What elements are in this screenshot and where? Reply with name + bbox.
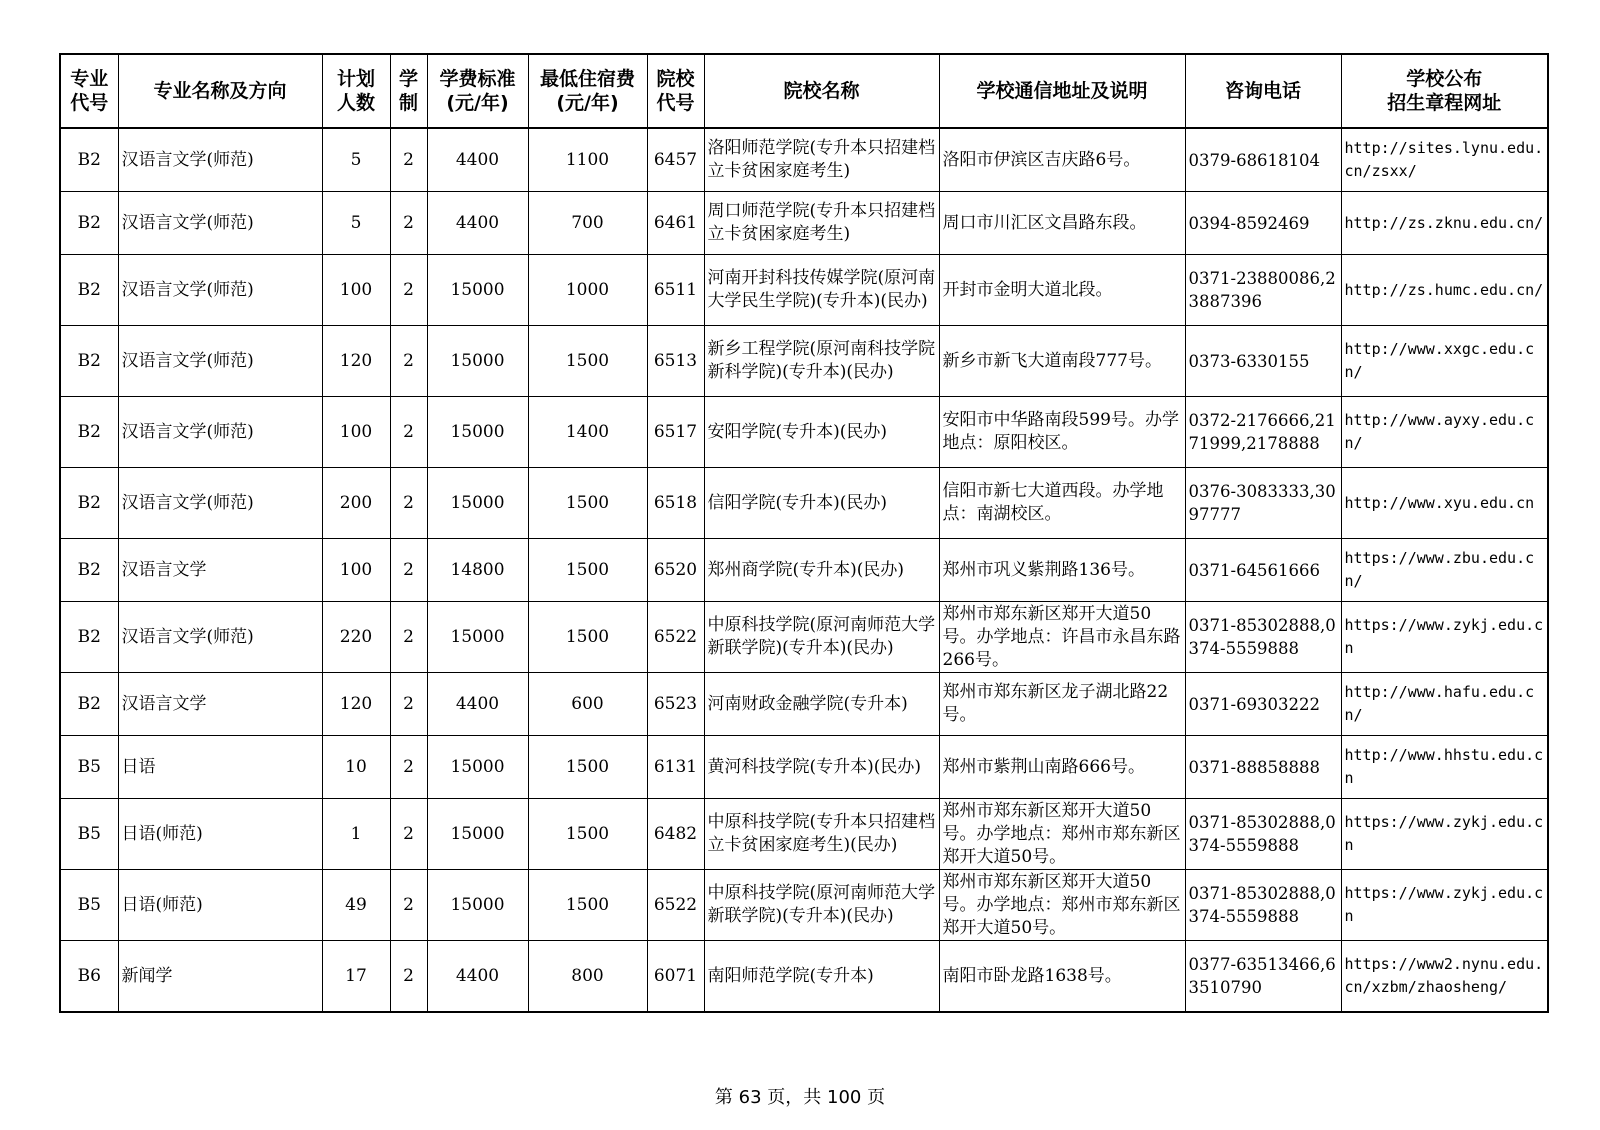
cell-tuition: 15000 xyxy=(427,255,528,326)
cell-major-code: B2 xyxy=(60,128,118,192)
cell-school-code: 6131 xyxy=(647,736,704,799)
cell-major-code: B2 xyxy=(60,255,118,326)
cell-phone: 0371-23880086,23887396 xyxy=(1185,255,1341,326)
cell-major-name: 汉语言文学(师范) xyxy=(118,602,322,673)
cell-address: 郑州市郑东新区郑开大道50号。办学地点：许昌市永昌东路266号。 xyxy=(939,602,1185,673)
cell-tuition: 4400 xyxy=(427,941,528,1013)
cell-years: 2 xyxy=(390,326,427,397)
cell-school-name: 中原科技学院(专升本只招建档立卡贫困家庭考生)(民办) xyxy=(704,799,939,870)
cell-school-code: 6511 xyxy=(647,255,704,326)
table-row xyxy=(60,941,1548,1013)
cell-major-code: B2 xyxy=(60,397,118,468)
footer-prefix: 第 xyxy=(714,1087,739,1108)
cell-school-code: 6457 xyxy=(647,128,704,192)
cell-phone: 0394-8592469 xyxy=(1185,192,1341,255)
cell-major-code: B2 xyxy=(60,192,118,255)
header-url: 学校公布 招生章程网址 xyxy=(1341,54,1548,128)
cell-phone: 0371-85302888,0374-5559888 xyxy=(1185,870,1341,941)
cell-school-name: 中原科技学院(原河南师范大学新联学院)(专升本)(民办) xyxy=(704,870,939,941)
cell-plan: 120 xyxy=(322,673,390,736)
cell-lodging: 1100 xyxy=(528,128,647,192)
cell-url[interactable]: http://www.ayxy.edu.cn/ xyxy=(1341,397,1548,468)
cell-major-name: 汉语言文学(师范) xyxy=(118,128,322,192)
cell-major-name: 日语(师范) xyxy=(118,799,322,870)
cell-major-code: B5 xyxy=(60,736,118,799)
cell-phone: 0379-68618104 xyxy=(1185,128,1341,192)
footer-total-pages: 100 xyxy=(827,1087,862,1108)
cell-school-name: 安阳学院(专升本)(民办) xyxy=(704,397,939,468)
cell-url[interactable]: http://sites.lynu.edu.cn/zsxx/ xyxy=(1341,128,1548,192)
table-row xyxy=(60,539,1548,602)
cell-tuition: 4400 xyxy=(427,192,528,255)
cell-school-name: 洛阳师范学院(专升本只招建档立卡贫困家庭考生) xyxy=(704,128,939,192)
cell-tuition: 15000 xyxy=(427,397,528,468)
cell-school-code: 6523 xyxy=(647,673,704,736)
cell-major-code: B2 xyxy=(60,673,118,736)
header-major-code: 专业 代号 xyxy=(60,54,118,128)
cell-tuition: 4400 xyxy=(427,673,528,736)
cell-plan: 100 xyxy=(322,539,390,602)
table-row xyxy=(60,736,1548,799)
cell-lodging: 1500 xyxy=(528,799,647,870)
header-phone: 咨询电话 xyxy=(1185,54,1341,128)
cell-lodging: 600 xyxy=(528,673,647,736)
cell-url[interactable]: http://zs.humc.edu.cn/ xyxy=(1341,255,1548,326)
cell-url[interactable]: http://zs.zknu.edu.cn/ xyxy=(1341,192,1548,255)
cell-address: 洛阳市伊滨区吉庆路6号。 xyxy=(939,128,1185,192)
table-row xyxy=(60,673,1548,736)
cell-lodging: 1500 xyxy=(528,736,647,799)
cell-address: 郑州市郑东新区郑开大道50号。办学地点：郑州市郑东新区郑开大道50号。 xyxy=(939,799,1185,870)
page-footer xyxy=(0,1087,1600,1109)
cell-lodging: 700 xyxy=(528,192,647,255)
header-lodging: 最低住宿费 (元/年) xyxy=(528,54,647,128)
cell-phone: 0376-3083333,3097777 xyxy=(1185,468,1341,539)
cell-phone: 0371-85302888,0374-5559888 xyxy=(1185,602,1341,673)
cell-address: 郑州市紫荆山南路666号。 xyxy=(939,736,1185,799)
cell-url[interactable]: http://www.hhstu.edu.cn xyxy=(1341,736,1548,799)
cell-phone: 0373-6330155 xyxy=(1185,326,1341,397)
cell-major-name: 汉语言文学(师范) xyxy=(118,468,322,539)
cell-major-name: 汉语言文学 xyxy=(118,539,322,602)
cell-major-name: 汉语言文学 xyxy=(118,673,322,736)
header-major-name: 专业名称及方向 xyxy=(118,54,322,128)
cell-url[interactable]: https://www.zykj.edu.cn xyxy=(1341,799,1548,870)
cell-major-code: B2 xyxy=(60,539,118,602)
cell-phone: 0371-64561666 xyxy=(1185,539,1341,602)
cell-school-name: 信阳学院(专升本)(民办) xyxy=(704,468,939,539)
cell-address: 周口市川汇区文昌路东段。 xyxy=(939,192,1185,255)
cell-school-code: 6482 xyxy=(647,799,704,870)
cell-years: 2 xyxy=(390,602,427,673)
table-row xyxy=(60,468,1548,539)
cell-lodging: 1000 xyxy=(528,255,647,326)
cell-tuition: 15000 xyxy=(427,602,528,673)
cell-address: 安阳市中华路南段599号。办学地点：原阳校区。 xyxy=(939,397,1185,468)
cell-tuition: 15000 xyxy=(427,468,528,539)
header-row xyxy=(60,54,1548,128)
cell-plan: 120 xyxy=(322,326,390,397)
cell-plan: 1 xyxy=(322,799,390,870)
cell-major-name: 汉语言文学(师范) xyxy=(118,326,322,397)
cell-major-code: B6 xyxy=(60,941,118,1013)
cell-phone: 0377-63513466,63510790 xyxy=(1185,941,1341,1013)
header-address: 学校通信地址及说明 xyxy=(939,54,1185,128)
cell-phone: 0371-85302888,0374-5559888 xyxy=(1185,799,1341,870)
cell-tuition: 15000 xyxy=(427,870,528,941)
cell-url[interactable]: http://www.hafu.edu.cn/ xyxy=(1341,673,1548,736)
cell-school-code: 6517 xyxy=(647,397,704,468)
cell-tuition: 15000 xyxy=(427,799,528,870)
header-years: 学 制 xyxy=(390,54,427,128)
table-row xyxy=(60,326,1548,397)
cell-lodging: 1400 xyxy=(528,397,647,468)
cell-major-name: 日语(师范) xyxy=(118,870,322,941)
cell-address: 信阳市新七大道西段。办学地点：南湖校区。 xyxy=(939,468,1185,539)
cell-major-name: 新闻学 xyxy=(118,941,322,1013)
cell-url[interactable]: https://www.zykj.edu.cn xyxy=(1341,602,1548,673)
cell-years: 2 xyxy=(390,941,427,1013)
table-row xyxy=(60,799,1548,870)
cell-address: 郑州市郑东新区龙子湖北路22号。 xyxy=(939,673,1185,736)
cell-school-code: 6522 xyxy=(647,602,704,673)
table-row xyxy=(60,397,1548,468)
cell-school-name: 黄河科技学院(专升本)(民办) xyxy=(704,736,939,799)
cell-url[interactable]: https://www.zykj.edu.cn xyxy=(1341,870,1548,941)
cell-tuition: 14800 xyxy=(427,539,528,602)
cell-school-name: 周口师范学院(专升本只招建档立卡贫困家庭考生) xyxy=(704,192,939,255)
cell-years: 2 xyxy=(390,673,427,736)
cell-address: 新乡市新飞大道南段777号。 xyxy=(939,326,1185,397)
table-row xyxy=(60,255,1548,326)
cell-address: 开封市金明大道北段。 xyxy=(939,255,1185,326)
cell-school-name: 河南财政金融学院(专升本) xyxy=(704,673,939,736)
cell-major-code: B2 xyxy=(60,468,118,539)
cell-plan: 200 xyxy=(322,468,390,539)
table-row xyxy=(60,128,1548,192)
footer-middle: 页，共 xyxy=(761,1087,827,1108)
cell-url[interactable]: https://www.zbu.edu.cn/ xyxy=(1341,539,1548,602)
header-school-code: 院校 代号 xyxy=(647,54,704,128)
cell-phone: 0371-69303222 xyxy=(1185,673,1341,736)
cell-lodging: 1500 xyxy=(528,326,647,397)
cell-school-name: 郑州商学院(专升本)(民办) xyxy=(704,539,939,602)
cell-url[interactable]: http://www.xxgc.edu.cn/ xyxy=(1341,326,1548,397)
cell-school-name: 河南开封科技传媒学院(原河南大学民生学院)(专升本)(民办) xyxy=(704,255,939,326)
admissions-table xyxy=(59,53,1549,1013)
header-tuition: 学费标准 (元/年) xyxy=(427,54,528,128)
cell-major-name: 汉语言文学(师范) xyxy=(118,397,322,468)
cell-lodging: 1500 xyxy=(528,468,647,539)
cell-phone: 0371-88858888 xyxy=(1185,736,1341,799)
cell-plan: 10 xyxy=(322,736,390,799)
cell-school-name: 中原科技学院(原河南师范大学新联学院)(专升本)(民办) xyxy=(704,602,939,673)
header-school-name: 院校名称 xyxy=(704,54,939,128)
cell-plan: 5 xyxy=(322,192,390,255)
cell-tuition: 15000 xyxy=(427,736,528,799)
cell-plan: 5 xyxy=(322,128,390,192)
cell-years: 2 xyxy=(390,255,427,326)
cell-plan: 49 xyxy=(322,870,390,941)
cell-school-code: 6513 xyxy=(647,326,704,397)
cell-years: 2 xyxy=(390,799,427,870)
cell-school-code: 6522 xyxy=(647,870,704,941)
cell-address: 郑州市巩义紫荆路136号。 xyxy=(939,539,1185,602)
footer-suffix: 页 xyxy=(861,1087,886,1108)
cell-school-code: 6520 xyxy=(647,539,704,602)
cell-major-code: B2 xyxy=(60,326,118,397)
cell-tuition: 15000 xyxy=(427,326,528,397)
cell-years: 2 xyxy=(390,397,427,468)
table-row xyxy=(60,870,1548,941)
cell-phone: 0372-2176666,2171999,2178888 xyxy=(1185,397,1341,468)
table-row xyxy=(60,602,1548,673)
cell-major-name: 日语 xyxy=(118,736,322,799)
cell-url[interactable]: http://www.xyu.edu.cn xyxy=(1341,468,1548,539)
cell-years: 2 xyxy=(390,736,427,799)
cell-school-name: 南阳师范学院(专升本) xyxy=(704,941,939,1013)
cell-years: 2 xyxy=(390,870,427,941)
cell-major-code: B5 xyxy=(60,870,118,941)
cell-lodging: 800 xyxy=(528,941,647,1013)
header-plan-count: 计划 人数 xyxy=(322,54,390,128)
cell-years: 2 xyxy=(390,539,427,602)
cell-years: 2 xyxy=(390,128,427,192)
cell-url[interactable]: https://www2.nynu.edu.cn/xzbm/zhaosheng/ xyxy=(1341,941,1548,1013)
cell-major-name: 汉语言文学(师范) xyxy=(118,255,322,326)
cell-address: 郑州市郑东新区郑开大道50号。办学地点：郑州市郑东新区郑开大道50号。 xyxy=(939,870,1185,941)
cell-years: 2 xyxy=(390,468,427,539)
cell-plan: 100 xyxy=(322,397,390,468)
cell-major-code: B5 xyxy=(60,799,118,870)
cell-lodging: 1500 xyxy=(528,870,647,941)
cell-address: 南阳市卧龙路1638号。 xyxy=(939,941,1185,1013)
cell-lodging: 1500 xyxy=(528,602,647,673)
cell-major-name: 汉语言文学(师范) xyxy=(118,192,322,255)
cell-tuition: 4400 xyxy=(427,128,528,192)
cell-major-code: B2 xyxy=(60,602,118,673)
cell-school-code: 6518 xyxy=(647,468,704,539)
cell-years: 2 xyxy=(390,192,427,255)
cell-school-name: 新乡工程学院(原河南科技学院新科学院)(专升本)(民办) xyxy=(704,326,939,397)
cell-plan: 17 xyxy=(322,941,390,1013)
footer-page-number: 63 xyxy=(738,1087,762,1108)
cell-lodging: 1500 xyxy=(528,539,647,602)
cell-plan: 220 xyxy=(322,602,390,673)
cell-school-code: 6461 xyxy=(647,192,704,255)
cell-school-code: 6071 xyxy=(647,941,704,1013)
cell-plan: 100 xyxy=(322,255,390,326)
table-row xyxy=(60,192,1548,255)
